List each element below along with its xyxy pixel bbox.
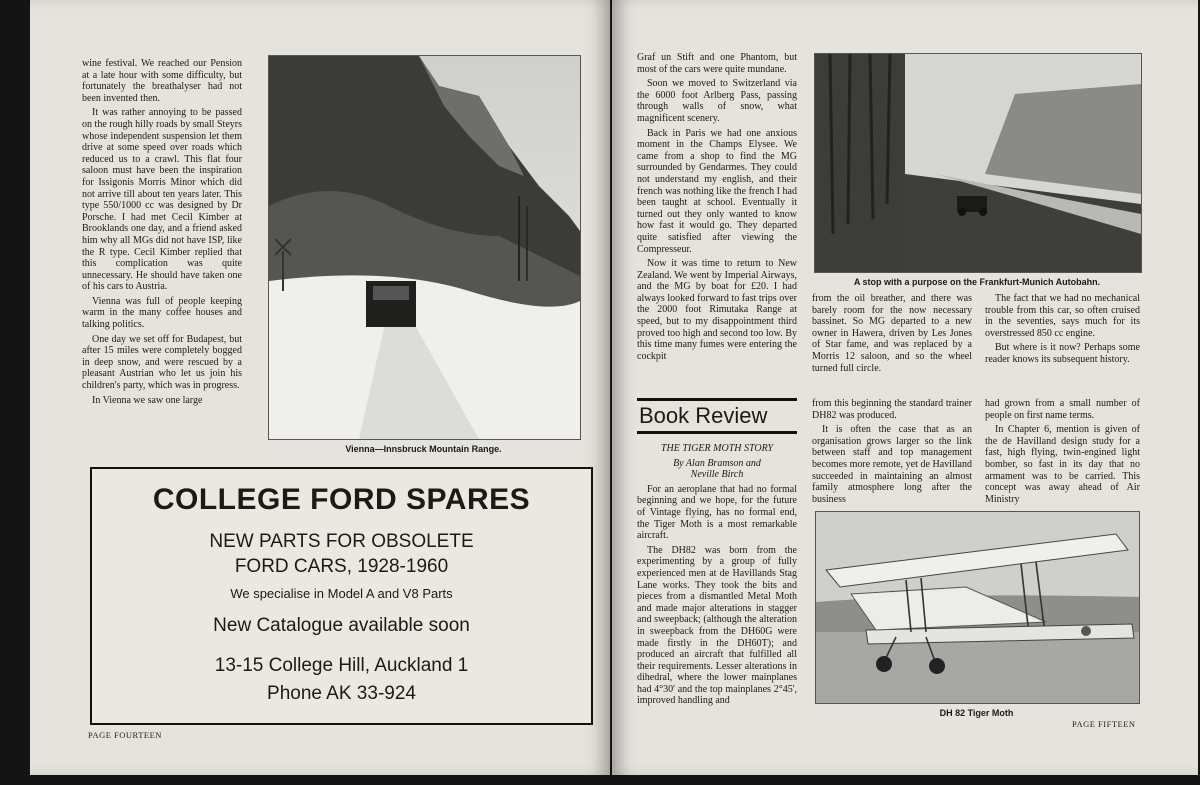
- ad-line-4: New Catalogue available soon: [213, 615, 470, 636]
- left-text-column: [82, 58, 242, 409]
- book-review-heading: Book Review: [637, 398, 797, 434]
- book-title: THE TIGER MOTH STORY: [660, 443, 774, 454]
- autobahn-photo: [814, 53, 1142, 273]
- paragraph: It was rather annoying to be passed on the rough hilly roads by small Steyrs whose independent suspension let them drive at some speed over roads which reduced us to a crawl. This flat four saloon must have been the inspiration for Issigonis Morris Minor which did not arrive till about ten years later. This type 550/1000 cc was designed by Dr Porsche. I had met Cecil Kimber at Brooklands one day, and a friend asked him why all MGs did not have ISP, like the R type. Cecil Kimber replied that this complication was quite unnecessary. He should have taken one of his cars to Austria.: [82, 107, 242, 293]
- paragraph: For an aeroplane that had no formal beginning and we hope, for the future of Vintage flying, has no formal end, the Tiger Moth is a most remarkable aircraft.: [637, 483, 797, 542]
- tiger-moth-photo: [815, 511, 1140, 704]
- ad-line-1: NEW PARTS FOR OBSOLETE: [209, 531, 474, 552]
- ad-line-2: FORD CARS, 1928-1960: [234, 556, 449, 577]
- right-text-column-2: [812, 293, 972, 377]
- paragraph: Graf un Stift and one Phantom, but most of the cars were quite mundane.: [637, 52, 797, 75]
- book-review-column-c: [985, 398, 1140, 508]
- right-text-column-1: [637, 52, 797, 365]
- paragraph: The DH82 was born from the experimenting by a group of fully experienced men at de Havillands Stag Lane works. They took the bits and pieces from a dismantled Metal Moth and made major alterations in stagger and sweepback; (although the alteration in sweepback from the DH60G were made firstly in the DH60T); and produced an aircraft that fulfilled all their requirements. Lesser alterations in dihedral, where the lower mainplanes had 4°30' and the top mainplanes 2°45', improved handling and: [637, 544, 797, 707]
- right-text-column-3: [985, 293, 1140, 369]
- book-review-column-b: [812, 398, 972, 508]
- paragraph: Back in Paris we had one anxious moment in the Champs Elysee. We came from a shop to find the MG surrounded by Gendarmes. They could not understand my english, and their french was nothing like the french I had been taught at school. Eventually it turned out they only wanted to know how fast it would go. They departed quite satisfied after viewing the Compresseur.: [637, 127, 797, 255]
- paragraph: wine festival. We reached our Pension at a late hour with some difficulty, but fortunately the breathalyser had not been invented then.: [82, 58, 242, 104]
- right-page: [612, 0, 1198, 775]
- paragraph: Soon we moved to Switzerland via the 6000 foot Arlberg Pass, passing through walls of snow, what magnificent scenery.: [637, 78, 797, 124]
- paragraph: had grown from a small number of people on first name terms.: [985, 398, 1140, 421]
- paragraph: The fact that we had no mechanical trouble from this car, so often cruised in the seventies, says much for its overstressed 850 cc engine.: [985, 293, 1140, 339]
- ad-title: COLLEGE FORD SPARES: [152, 483, 531, 516]
- paragraph: But where is it now? Perhaps some reader knows its subsequent history.: [985, 342, 1140, 365]
- mountain-photo-caption: Vienna—Innsbruck Mountain Range.: [345, 444, 502, 454]
- paragraph: Now it was time to return to New Zealand. We went by Imperial Airways, and the MG by boat for £20. I had always looked forward to fast trips over the 2000 foot Rimutaka Range at speed, but to my disappointment third proved too high and second too low. By this time many fumes were entering the cockpit: [637, 258, 797, 362]
- tiger-moth-caption: DH 82 Tiger Moth: [939, 708, 1014, 718]
- left-page: [30, 0, 610, 775]
- ad-line-3: We specialise in Model A and V8 Parts: [230, 586, 453, 601]
- book-review-column-a: [637, 443, 797, 710]
- book-authors-1: By Alan Bramson and: [673, 457, 761, 469]
- paragraph: In Vienna we saw one large: [92, 394, 203, 406]
- paragraph: In Chapter 6, mention is given of the de Havilland design study for a fast, high flying, twin-engined light bomber, so fast in its day that no armament was to be carried. This concept was away ahead of Air Ministry: [985, 424, 1140, 505]
- mountain-road-photo: [268, 55, 581, 440]
- paragraph: It is often the case that as an organisation grows larger so the link between staff and top management becomes more remote, yet de Havilland succeeded in maintaining an almost family atmosphere long after the business: [812, 424, 972, 505]
- ad-phone: Phone AK 33-924: [267, 683, 416, 704]
- paragraph: from this beginning the standard trainer DH82 was produced.: [812, 398, 972, 421]
- paragraph: One day we set off for Budapest, but after 15 miles were completely bogged in deep snow, and were rescued by a pleasant Austrian who let us join his children's party, which was in progress.: [82, 333, 242, 392]
- page-number-left: PAGE FOURTEEN: [88, 730, 162, 740]
- page-number-right: PAGE FIFTEEN: [1072, 719, 1136, 729]
- college-ford-spares-ad: [90, 467, 593, 725]
- paragraph: from the oil breather, and there was barely room for the now necessary bassinet. So MG departed to a new owner in Hawera, driven by Les Jones of Star fame, and was replaced by a Morris 12 saloon, and so the wheel turned full circle.: [812, 293, 972, 374]
- book-authors-2: Neville Birch: [690, 469, 744, 481]
- ad-address: 13-15 College Hill, Auckland 1: [214, 655, 469, 676]
- paragraph: Vienna was full of people keeping warm in the many coffee houses and talking politics.: [82, 295, 242, 331]
- autobahn-photo-caption: A stop with a purpose on the Frankfurt-Munich Autobahn.: [853, 277, 1101, 287]
